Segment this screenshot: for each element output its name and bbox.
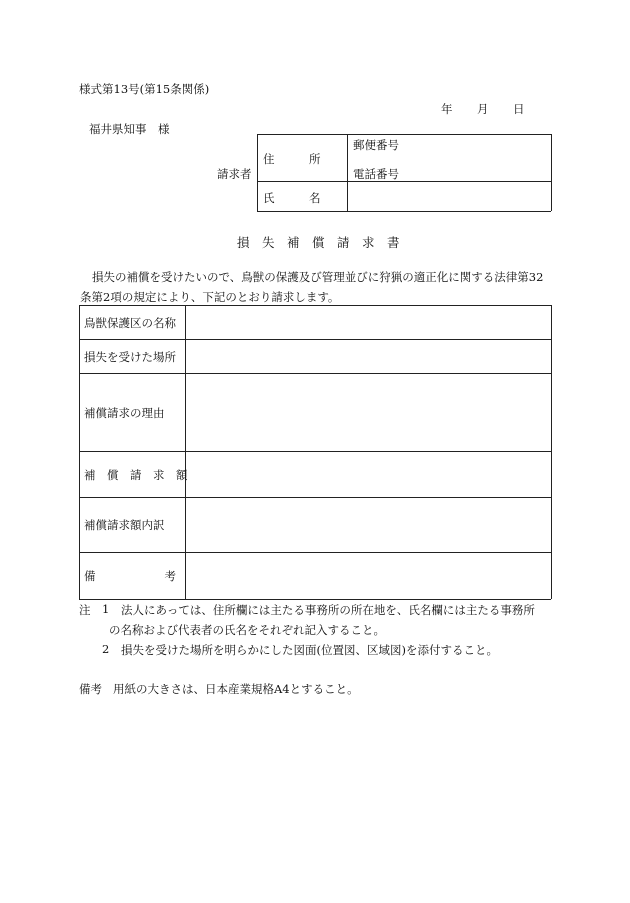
intro-line-2: 条第2項の規定により、下記のとおり請求します。 [80,290,340,304]
address-label [263,151,343,167]
claim-reason-field[interactable] [188,375,548,449]
date-day-label: 日 [513,102,525,116]
claim-amount-field[interactable] [188,453,548,495]
row-label-sanctuary-name: 鳥獣保護区の名称 [84,316,176,330]
remarks-label: 備考 [79,682,102,696]
row-label-claim-reason: 補償請求の理由 [84,406,165,420]
note-2-line-1: 損失を受けた場所を明らかにした図面(位置図、区域図)を添付すること。 [121,643,498,657]
intro-line-1: 損失の補償を受けたいので、鳥獣の保護及び管理並びに狩猟の適正化に関する法律第32 [92,270,544,284]
addressee: 福井県知事 様 [89,122,170,136]
date-month-label: 月 [477,102,489,116]
phone-label: 電話番号 [353,167,399,181]
name-field[interactable] [349,183,549,209]
name-label: 氏 名 [263,191,321,205]
note-2-number: 2 [102,642,110,656]
note-1-number: 1 [102,602,110,616]
row-label-loss-location: 損失を受けた場所 [84,350,176,364]
row-label-remarks: 備 考 [84,569,176,583]
claimant-label: 請求者 [217,167,252,181]
sanctuary-name-field[interactable] [188,307,548,337]
notes-prefix: 注 [79,603,91,617]
form-number: 様式第13号(第15条関係) [79,82,210,96]
note-1-line-2: の名称および代表者の氏名をそれぞれ記入すること。 [109,623,385,637]
row-label-amount-breakdown: 補償請求額内訳 [84,518,165,532]
remarks-field[interactable] [188,554,548,597]
form-title: 損 失 補 償 請 求 書 [237,235,400,250]
remarks-text: 用紙の大きさは、日本産業規格A4とすること。 [113,682,359,696]
postal-code-label: 郵便番号 [353,138,399,152]
amount-breakdown-field[interactable] [188,499,548,550]
date-year-label: 年 [441,102,453,116]
loss-location-field[interactable] [188,341,548,371]
note-1-line-1: 法人にあっては、住所欄には主たる事務所の所在地を、氏名欄には主たる事務所 [121,603,535,617]
address-label-text: 住 所 [263,152,321,166]
row-label-claim-amount: 補 償 請 求 額 [84,468,188,482]
